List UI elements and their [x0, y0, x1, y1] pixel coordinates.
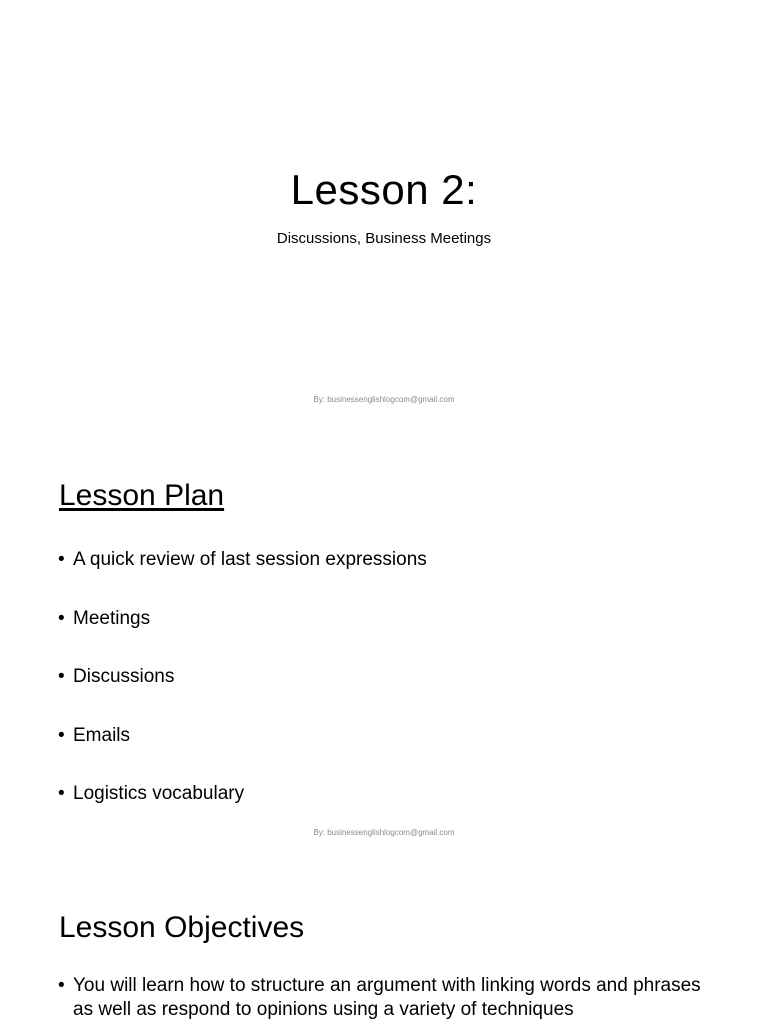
- lesson-plan-heading: Lesson Plan: [59, 479, 225, 512]
- slide-lesson-plan: [0, 432, 768, 864]
- slide-lesson-objectives: [0, 864, 768, 1024]
- slide-title: [0, 0, 768, 432]
- lesson-objectives-list: [58, 974, 718, 1022]
- list-item: • Discussions: [58, 666, 175, 687]
- bullet-icon: •: [58, 607, 65, 629]
- lesson-subtitle: Discussions, Business Meetings: [276, 230, 492, 247]
- list-item: • Logistics vocabulary: [58, 783, 245, 804]
- bullet-icon: •: [58, 549, 65, 570]
- bullet-icon: •: [58, 783, 65, 804]
- list-item: • A quick review of last session expressions: [58, 549, 427, 570]
- slide-footer: By: businessenglishlogcom@gmail.com: [313, 828, 455, 837]
- lesson-plan-list: [58, 548, 427, 841]
- bullet-icon: •: [58, 975, 65, 996]
- list-item: • Emails: [58, 724, 131, 746]
- list-item: • You will learn how to structure an argument with linking words and phrases as well as respond to opinions using a variety of techniques: [58, 975, 701, 1020]
- slide-footer: By: businessenglishlogcom@gmail.com: [313, 395, 455, 404]
- list-item: • Meetings: [58, 607, 151, 629]
- lesson-title: Lesson 2:: [290, 166, 478, 213]
- lesson-objectives-heading: Lesson Objectives: [59, 911, 305, 944]
- bullet-icon: •: [58, 666, 65, 687]
- bullet-icon: •: [58, 724, 65, 746]
